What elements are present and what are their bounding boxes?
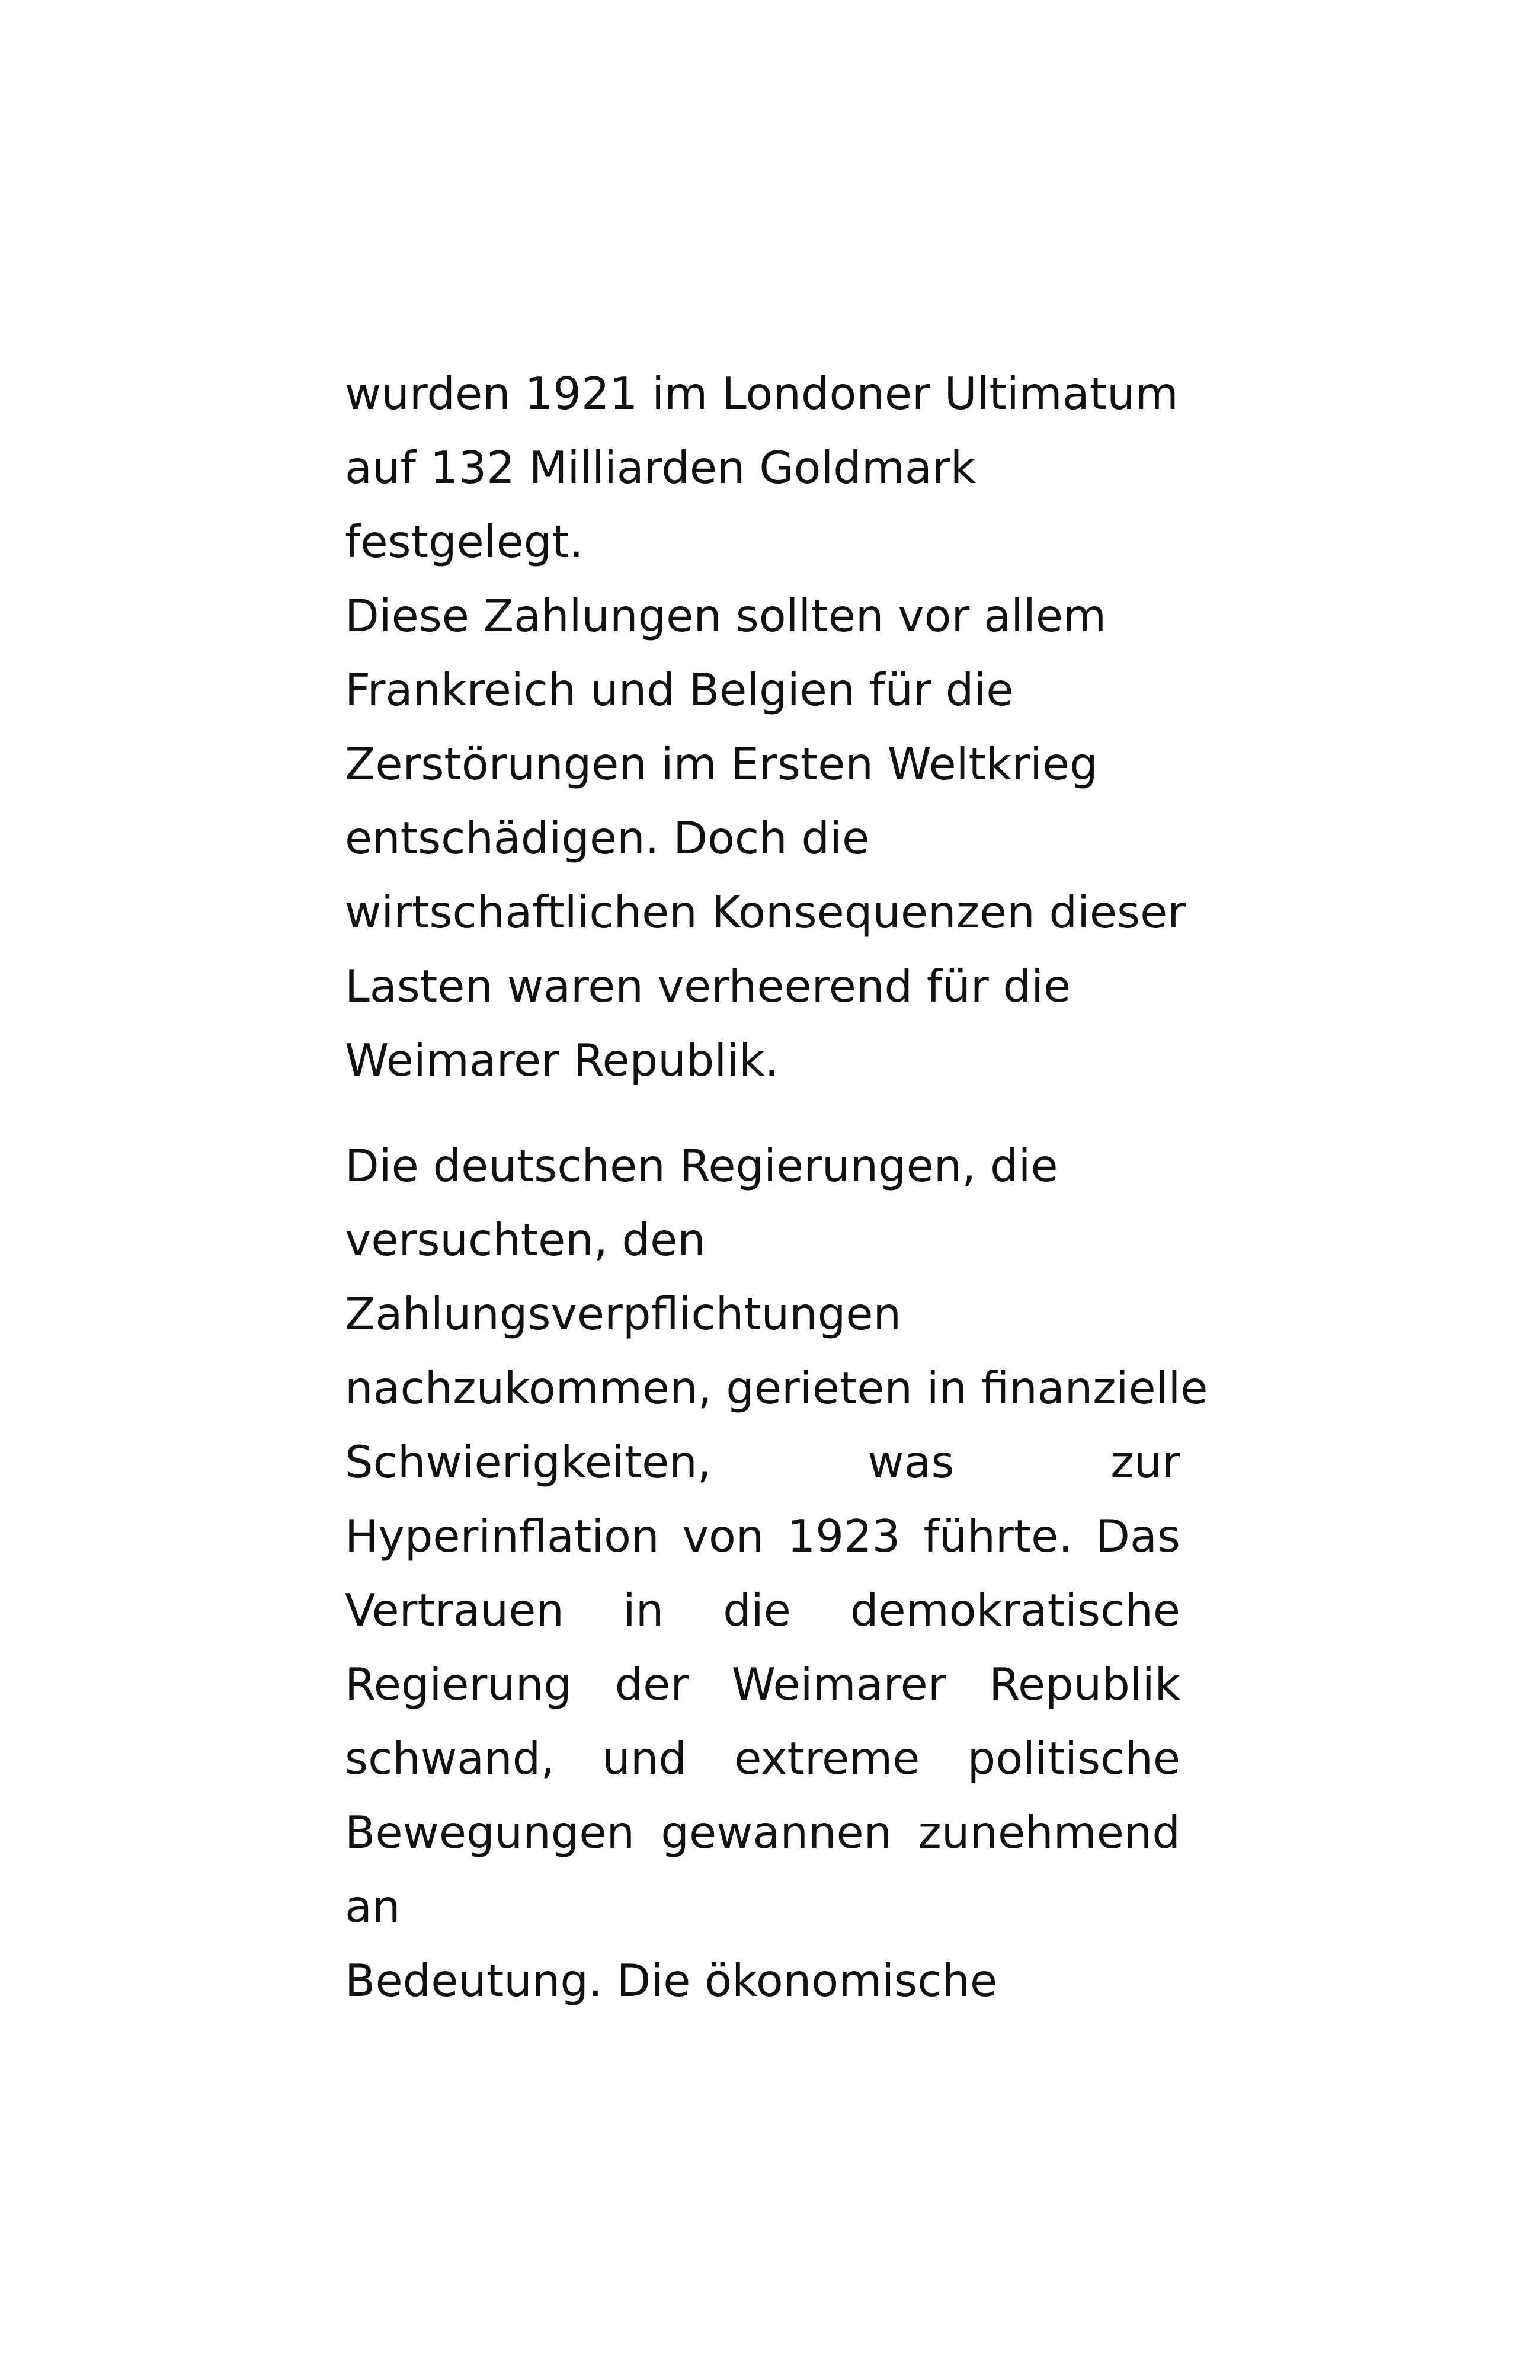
word: 1923 [787,1510,901,1562]
word: Vertrauen [345,1584,564,1636]
word: gewannen [661,1806,892,1858]
paragraph-2 [345,1129,1208,2018]
word: zunehmend [918,1806,1180,1858]
word: Das [1096,1510,1180,1562]
word: führte. [923,1510,1073,1562]
word: von [682,1510,764,1562]
word: Schwierigkeiten, [345,1436,712,1488]
text-line: Diese Zahlungen sollten vor allem [345,590,1107,642]
word: Hyperinflation [345,1510,659,1562]
word: was [867,1436,955,1488]
word: der [614,1658,689,1710]
text-line: Frankreich und Belgien für die [345,664,1014,716]
text-line: wurden 1921 im Londoner Ultimatum [345,367,1179,420]
text-line: Die deutschen Regierungen, die [345,1140,1058,1192]
word: Weimarer [731,1658,946,1710]
justified-text-line [345,1425,1180,1499]
word: schwand, [345,1732,555,1784]
text-line: Bedeutung. Die ökonomische [345,1954,998,2007]
text-line: Weimarer Republik. [345,1034,779,1086]
text-line: auf 132 Milliarden Goldmark [345,442,976,494]
word: politische [967,1732,1180,1784]
text-line: wirtschaftlichen Konsequenzen dieser [345,886,1186,938]
justified-text-line [345,1796,1180,1870]
word: Republik [989,1658,1180,1710]
word: die [723,1584,791,1636]
word: Regierung [345,1658,572,1710]
word: zur [1110,1436,1180,1488]
word: in [623,1584,664,1636]
justified-text-line [345,1648,1180,1722]
paragraph-1 [345,357,1186,1098]
text-line: Zerstörungen im Ersten Weltkrieg [345,738,1098,790]
text-line: festgelegt. [345,516,584,568]
text-line: Zahlungsverpflichtungen [345,1288,902,1340]
justified-text-line [345,1722,1180,1796]
text-line: nachzukommen, gerieten in finanzielle [345,1362,1208,1414]
text-line: versuchten, den [345,1214,706,1266]
text-line: entschädigen. Doch die [345,812,870,864]
word: Bewegungen [345,1806,635,1858]
word: und [602,1732,687,1784]
text-line: an [345,1880,401,1933]
word: demokratische [850,1584,1180,1636]
word: extreme [734,1732,920,1784]
justified-text-line [345,1573,1180,1648]
text-line: Lasten waren verheerend für die [345,960,1071,1012]
justified-text-line [345,1499,1180,1573]
